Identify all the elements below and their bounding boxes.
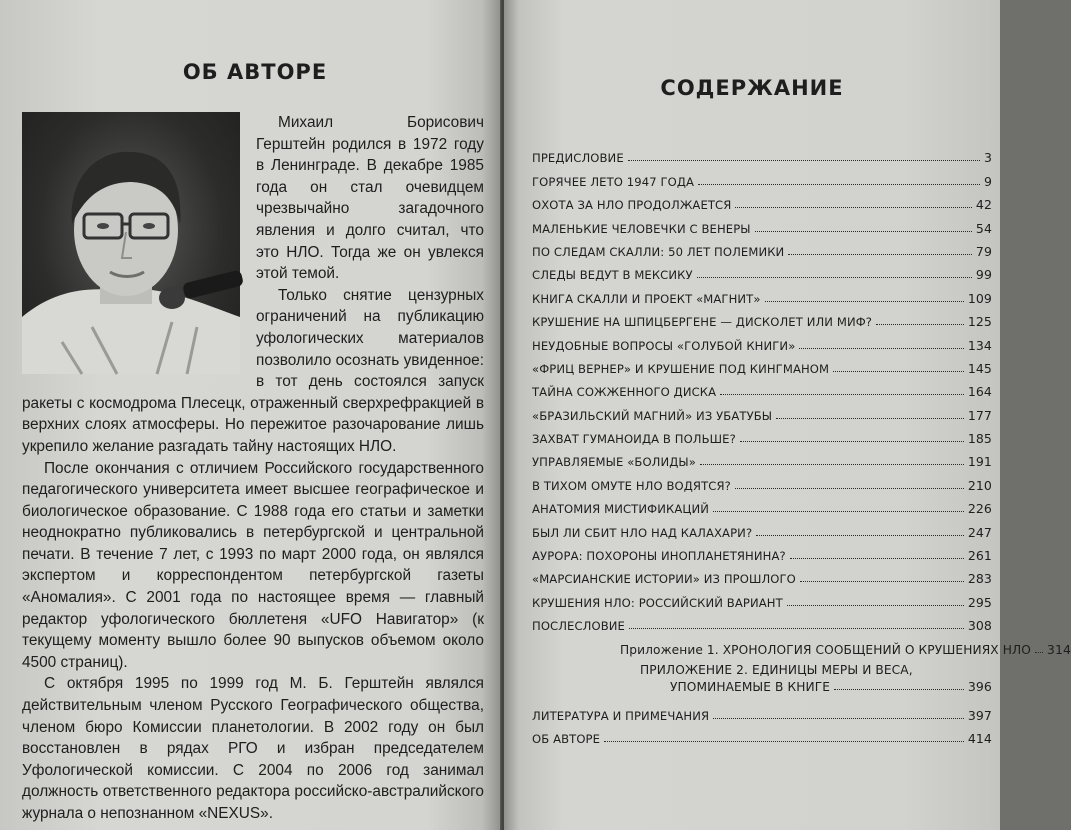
toc-appendix-prefix: Приложение 1. [620,642,719,657]
toc-entry-title: «БРАЗИЛЬСКИЙ МАГНИЙ» ИЗ УБАТУБЫ [532,408,773,423]
toc-entry [532,189,992,212]
toc-page-number: 191 [967,454,992,470]
toc-entry-title: ПОСЛЕСЛОВИЕ [532,619,625,634]
toc-entry [532,423,992,446]
toc-leader-dots [834,689,964,690]
toc-entry-title: АУРОРА: ПОХОРОНЫ ИНОПЛАНЕТЯНИНА? [532,549,786,564]
toc-entry [532,493,992,516]
toc-entry [532,376,992,399]
toc-entry-title: УПРАВЛЯЕМЫЕ «БОЛИДЫ» [532,455,696,470]
toc-entry [532,563,992,586]
toc-entry [532,446,992,469]
toc-entry [532,610,992,633]
toc-appendix-1 [532,633,1071,657]
toc-entry-title: НЕУДОБНЫЕ ВОПРОСЫ «ГОЛУБОЙ КНИГИ» [532,338,796,353]
toc-leader-dots [713,718,964,719]
toc-page-number: 226 [967,501,992,517]
toc-entry-title: ОБ АВТОРЕ [532,732,601,747]
toc-entry [532,165,992,188]
about-author-heading: ОБ АВТОРЕ [182,60,328,84]
toc-page-number: 314 [1046,641,1071,657]
toc-page-number: 99 [975,267,992,283]
toc-page-number: 261 [967,548,992,564]
toc-entry-title: ЛИТЕРАТУРА И ПРИМЕЧАНИЯ [532,708,710,723]
toc-entry [532,723,992,746]
toc-entry [532,212,992,235]
toc-page-number: 308 [967,618,992,634]
toc-leader-dots [755,231,972,232]
toc-entry [532,586,992,609]
toc-entry-title: БЫЛ ЛИ СБИТ НЛО НАД КАЛАХАРИ? [532,525,753,540]
toc-page-number: 185 [967,431,992,447]
toc-leader-dots [776,418,964,419]
toc-leader-dots [700,464,964,465]
toc-entry [532,142,992,165]
toc-entry-title: ОХОТА ЗА НЛО ПРОДОЛЖАЕТСЯ [532,198,732,213]
bio-paragraph: После окончания с отличием Российского государственного педагогического университета имеет высшее географическое и биологическое образование. С 1988 года его статьи и заметки неоднократно публиковались в петербургской и центральной печати. В течение 7 лет, с 1993 по март 2000 года, он являлся экспертом и корреспондентом петербургской газеты «Аномалия». С 2001 года по настоящее время — главный редактор уфологического бюллетеня «UFO Навигатор» (к текущему моменту вышло более 90 выпусков объемом около 4500 страниц). [22,459,484,671]
toc-entry [532,399,992,422]
toc-page-number: 210 [967,477,992,493]
toc-page-number: 9 [983,173,992,189]
bio-paragraph: Михаил Борисович Герштейн родился в 1972 году в Ленинграде. В декабре 1985 года он стал очевидцем чрезвычайно загадочного явления и долго считал, что это НЛО. Тогда же он увлекся этой темой. [256,114,484,283]
toc-page-number: 109 [967,290,992,306]
toc-entry-title: КРУШЕНИЯ НЛО: РОССИЙСКИЙ ВАРИАНТ [532,595,783,610]
toc-entry-title: ЗАХВАТ ГУМАНОИДА В ПОЛЬШЕ? [532,432,736,447]
toc-entry-title: АНАТОМИЯ МИСТИФИКАЦИЙ [532,502,709,517]
toc-appendix-title: ХРОНОЛОГИЯ СООБЩЕНИЙ О КРУШЕНИЯХ НЛО [722,642,1031,657]
toc-appendix-title: УПОМИНАЕМЫЕ В КНИГЕ [670,679,831,694]
toc-appendix-2 [532,657,992,694]
toc-appendix-prefix: ПРИЛОЖЕНИЕ 2. [640,662,749,677]
toc-entry-title: СЛЕДЫ ВЕДУТ В МЕКСИКУ [532,268,693,283]
toc-page-number: 283 [967,571,992,587]
left-page [0,0,502,830]
toc-entry [532,329,992,352]
toc-leader-dots [1035,652,1043,653]
toc-entry-title: КНИГА СКАЛЛИ И ПРОЕКТ «МАГНИТ» [532,291,761,306]
toc-leader-dots [799,348,963,349]
toc-entry [532,353,992,376]
bio-paragraph: Только снятие цензурных ограничений на публикацию уфологических материалов позволило осознать увиденное: в тот день состоялся запуск ракеты с космодрома Плесецк, отраженный сверхрефракцией в верхних слоях атмосферы. Но пережитое разочарование лишь укрепило желание разгадать тайну настоящих НЛО. [22,286,484,455]
toc-page-number: 414 [967,731,992,747]
toc-page-number: 247 [967,524,992,540]
author-photo [22,112,240,374]
toc-entry-title: ПО СЛЕДАМ СКАЛЛИ: 50 ЛЕТ ПОЛЕМИКИ [532,244,785,259]
toc-leader-dots [788,254,972,255]
toc-leader-dots [876,324,964,325]
toc-page-number: 164 [967,384,992,400]
table-of-contents [532,142,1071,747]
toc-leader-dots [735,488,964,489]
toc-leader-dots [765,301,964,302]
toc-entry-title: ГОРЯЧЕЕ ЛЕТО 1947 ГОДА [532,174,695,189]
toc-entry-title: «МАРСИАНСКИЕ ИСТОРИИ» ИЗ ПРОШЛОГО [532,572,796,587]
toc-leader-dots [698,184,980,185]
toc-leader-dots [787,605,964,606]
toc-page-number: 3 [983,150,992,166]
toc-leader-dots [756,535,964,536]
toc-page-number: 295 [967,594,992,610]
toc-entry [532,469,992,492]
toc-page-number: 42 [975,197,992,213]
toc-page-number: 145 [967,360,992,376]
toc-entry-title: ТАЙНА СОЖЖЕННОГО ДИСКА [532,385,717,400]
toc-leader-dots [713,511,964,512]
toc-appendix-title: ЕДИНИЦЫ МЕРЫ И ВЕСА, [752,662,913,677]
toc-entry-title: «ФРИЦ ВЕРНЕР» И КРУШЕНИЕ ПОД КИНГМАНОМ [532,361,830,376]
toc-leader-dots [800,581,964,582]
toc-page-number: 125 [967,314,992,330]
toc-leader-dots [629,628,964,629]
contents-heading: СОДЕРЖАНИЕ [660,76,844,100]
toc-entry-title: ПРЕДИСЛОВИЕ [532,151,624,166]
toc-leader-dots [628,160,980,161]
toc-entry [532,516,992,539]
right-page [504,0,1071,830]
toc-leader-dots [697,277,972,278]
toc-page-number: 177 [967,407,992,423]
toc-leader-dots [604,741,964,742]
toc-entry [532,259,992,282]
toc-page-number: 396 [967,678,992,694]
toc-leader-dots [720,394,964,395]
toc-page-number: 54 [975,220,992,236]
bio-paragraph: С октября 1995 по 1999 год М. Б. Герштейн являлся действительным членом Русского Географического общества, членом бюро Комиссии планетологии. В 2002 году он был восстановлен в рядах РГО и избран председателем Уфологической комиссии. С 2004 по 2006 год занимал должность ответственного редактора российско-австралийского журнала о непознанном «NEXUS». [22,675,484,822]
toc-leader-dots [833,371,964,372]
toc-entry [532,282,992,305]
toc-entry-title: КРУШЕНИЕ НА ШПИЦБЕРГЕНЕ — ДИСКОЛЕТ ИЛИ МИФ? [532,315,873,330]
author-portrait-image [22,112,240,374]
toc-leader-dots [740,441,964,442]
toc-entry-title: В ТИХОМ ОМУТЕ НЛО ВОДЯТСЯ? [532,478,731,493]
toc-entry-title: МАЛЕНЬКИЕ ЧЕЛОВЕЧКИ С ВЕНЕРЫ [532,221,751,236]
toc-leader-dots [735,207,971,208]
toc-page-number: 134 [967,337,992,353]
toc-page-number: 79 [975,243,992,259]
toc-leader-dots [790,558,964,559]
toc-entry [532,540,992,563]
toc-page-number: 397 [967,707,992,723]
toc-entry [532,700,992,723]
toc-entry [532,236,992,259]
toc-entry [532,306,992,329]
